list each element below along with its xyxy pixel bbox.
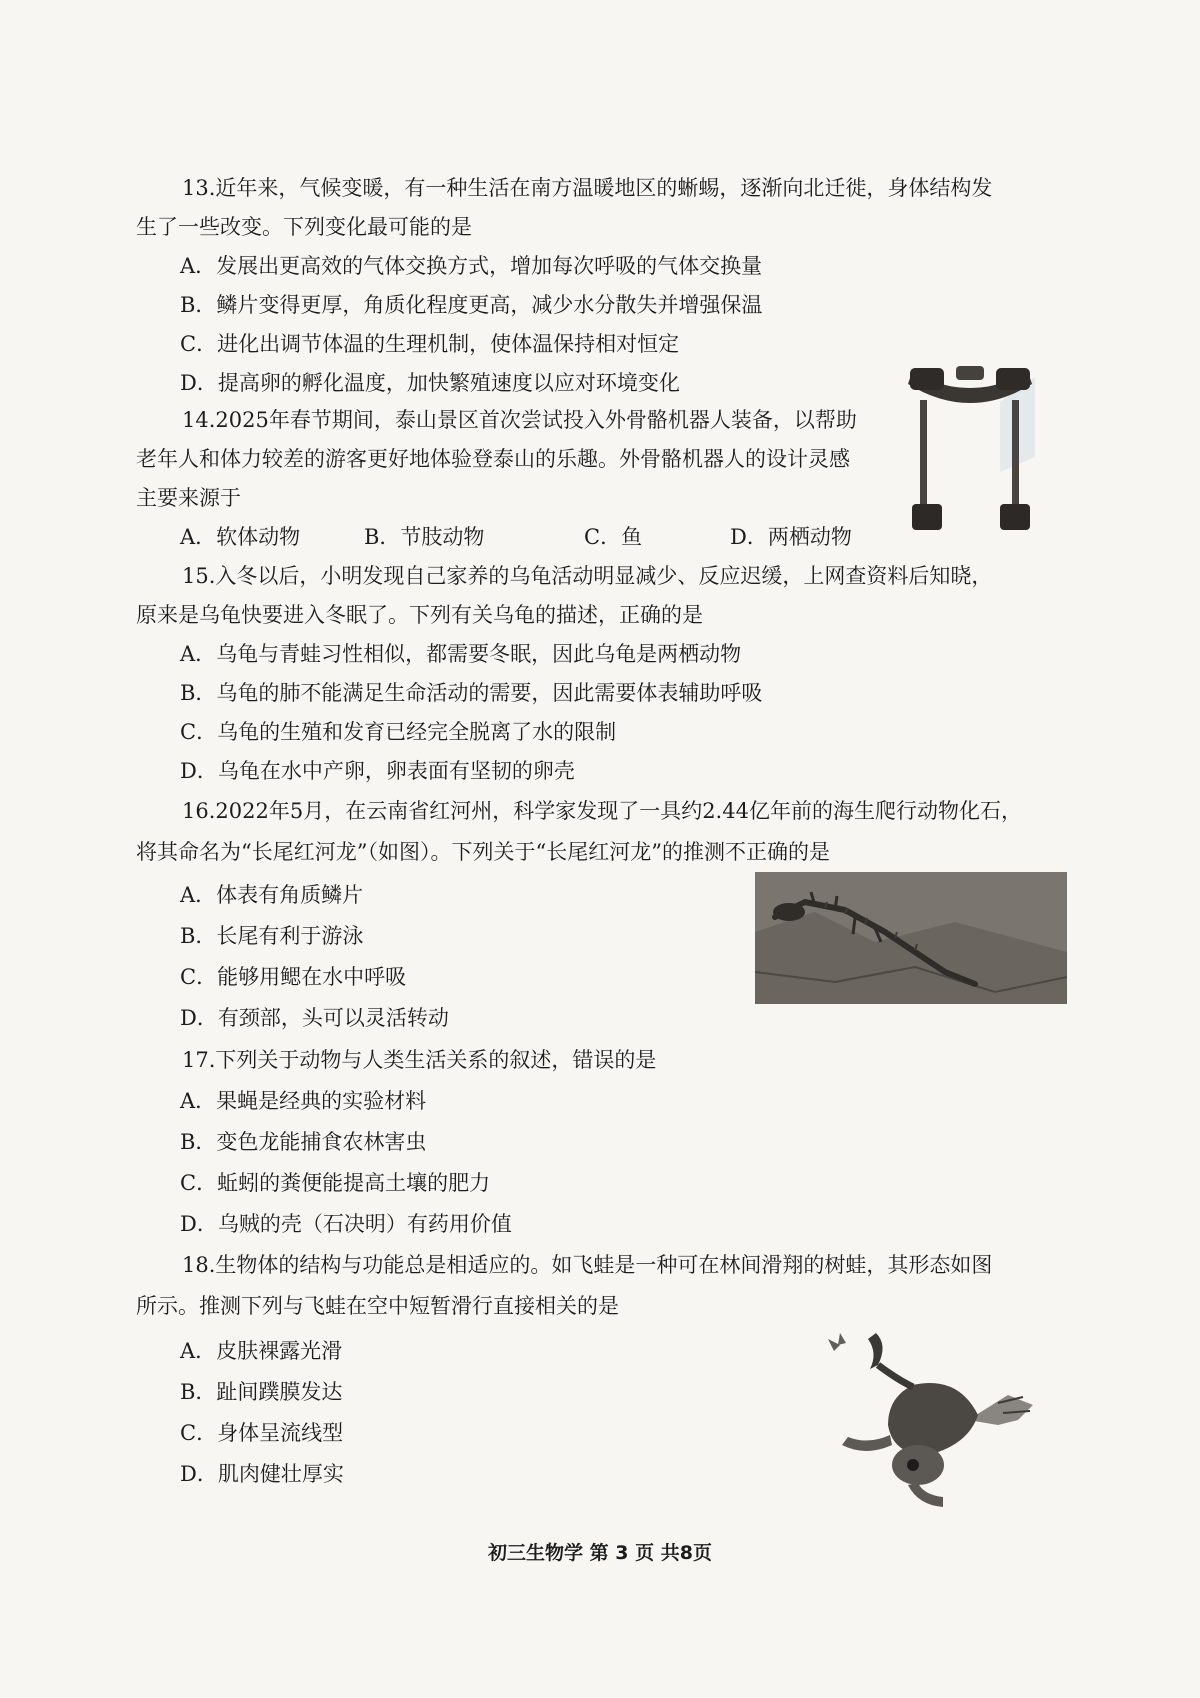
- question-16-option-a: A．体表有角质鳞片: [180, 883, 364, 907]
- question-16-option-c: C．能够用鳃在水中呼吸: [180, 965, 407, 989]
- question-14-option-c: C．鱼: [584, 525, 643, 549]
- question-13-stem-line-2: 生了一些改变。下列变化最可能的是: [136, 215, 472, 239]
- question-18-stem-line-1: 18.生物体的结构与功能总是相适应的。如飞蛙是一种可在林间滑翔的树蛙，其形态如图: [182, 1253, 993, 1277]
- question-13-option-c: C．进化出调节体温的生理机制，使体温保持相对恒定: [180, 332, 680, 356]
- question-14-option-b: B．节肢动物: [364, 525, 485, 549]
- question-18-option-c: C．身体呈流线型: [180, 1421, 344, 1445]
- question-14-option-a: A．软体动物: [180, 525, 301, 549]
- question-15-option-b: B．乌龟的肺不能满足生命活动的需要，因此需要体表辅助呼吸: [180, 681, 763, 705]
- question-17-option-a: A．果蝇是经典的实验材料: [180, 1089, 427, 1113]
- question-15-option-a: A．乌龟与青蛙习性相似，都需要冬眠，因此乌龟是两栖动物: [180, 642, 742, 666]
- question-14-options: [0, 522, 900, 552]
- question-16-option-b: B．长尾有利于游泳: [180, 924, 364, 948]
- question-13-stem-line-1: 13.近年来，气候变暖，有一种生活在南方温暖地区的蜥蜴，逐渐向北迁徙，身体结构发: [182, 176, 993, 200]
- question-17-option-b: B．变色龙能捕食农林害虫: [180, 1130, 427, 1154]
- question-15-stem-line-1: 15.入冬以后，小明发现自己家养的乌龟活动明显减少、反应迟缓，上网查资料后知晓，: [182, 564, 993, 588]
- question-17-stem-line-1: 17.下列关于动物与人类生活关系的叙述，错误的是: [182, 1048, 657, 1072]
- question-13-option-a: A．发展出更高效的气体交换方式，增加每次呼吸的气体交换量: [180, 254, 763, 278]
- question-15-stem-line-2: 原来是乌龟快要进入冬眠了。下列有关乌龟的描述，正确的是: [136, 603, 703, 627]
- question-16-option-d: D．有颈部，头可以灵活转动: [180, 1006, 449, 1030]
- question-17-option-d: D．乌贼的壳（石决明）有药用价值: [180, 1212, 512, 1236]
- question-14-stem-line-3: 主要来源于: [136, 486, 241, 510]
- question-18-option-b: B．趾间蹼膜发达: [180, 1380, 343, 1404]
- question-16-stem-line-2: 将其命名为“长尾红河龙”（如图）。下列关于“长尾红河龙”的推测不正确的是: [136, 840, 830, 864]
- page-footer: 初三生物学 第 3 页 共8页: [488, 1542, 712, 1564]
- question-13-option-d: D．提高卵的孵化温度，加快繁殖速度以应对环境变化: [180, 371, 680, 395]
- fossil-image: [755, 872, 1067, 1004]
- question-15-option-c: C．乌龟的生殖和发育已经完全脱离了水的限制: [180, 720, 617, 744]
- question-17-option-c: C．蚯蚓的粪便能提高土壤的肥力: [180, 1171, 491, 1195]
- question-15-option-d: D．乌龟在水中产卵，卵表面有坚韧的卵壳: [180, 759, 575, 783]
- question-18-stem-line-2: 所示。推测下列与飞蛙在空中短暂滑行直接相关的是: [136, 1294, 619, 1318]
- question-18-option-d: D．肌肉健壮厚实: [180, 1462, 344, 1486]
- question-13-option-b: B．鳞片变得更厚，角质化程度更高，减少水分散失并增强保温: [180, 293, 763, 317]
- question-14-stem-line-1: 14.2025年春节期间，泰山景区首次尝试投入外骨骼机器人装备，以帮助: [182, 408, 857, 432]
- question-18-option-a: A．皮肤裸露光滑: [180, 1339, 343, 1363]
- exoskeleton-robot-image: [900, 362, 1040, 537]
- flying-frog-image: [818, 1325, 1048, 1515]
- question-14-option-d: D．两栖动物: [730, 525, 852, 549]
- question-14-stem-line-2: 老年人和体力较差的游客更好地体验登泰山的乐趣。外骨骼机器人的设计灵感: [136, 447, 850, 471]
- question-16-stem-line-1: 16.2022年5月，在云南省红河州，科学家发现了一具约2.44亿年前的海生爬行动物化石，: [182, 799, 1022, 823]
